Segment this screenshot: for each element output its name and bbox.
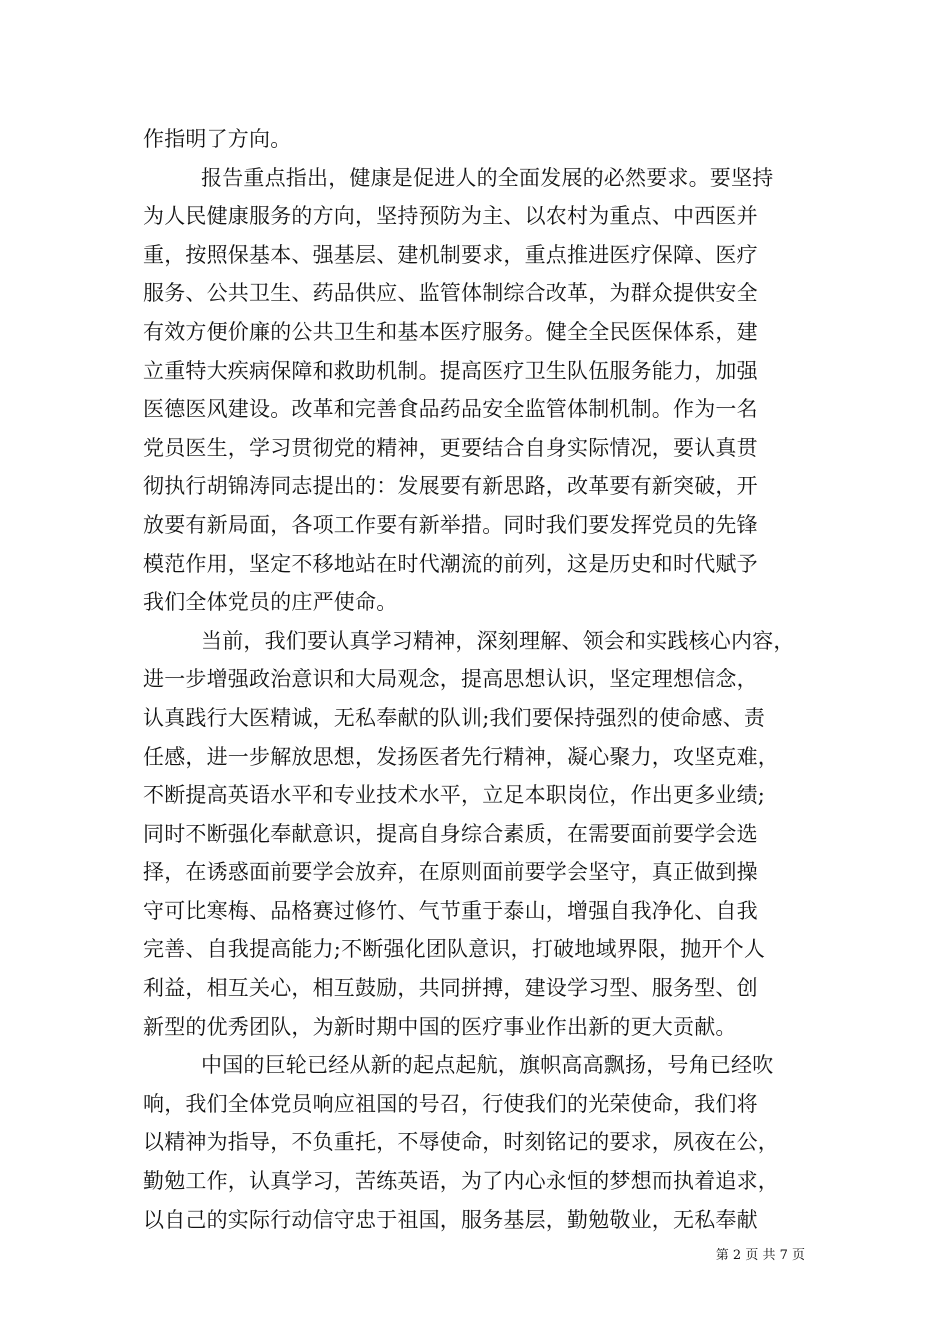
text-line: 以自己的实际行动信守忠于祖国，服务基层，勤勉敬业，无私奉献 <box>143 1207 758 1232</box>
text-line: 守可比寒梅、品格赛过修竹、气节重于泰山，增强自我净化、自我 <box>143 898 758 923</box>
paragraph-first-line: 报告重点指出，健康是促进人的全面发展的必然要求。要坚持 <box>201 165 774 190</box>
paragraph-first-line: 当前，我们要认真学习精神，深刻理解、领会和实践核心内容， <box>201 628 795 653</box>
text-line: 彻执行胡锦涛同志提出的：发展要有新思路，改革要有新突破，开 <box>143 474 758 499</box>
text-line: 进一步增强政治意识和大局观念，提高思想认识，坚定理想信念， <box>143 667 758 692</box>
text-line: 响，我们全体党员响应祖国的号召，行使我们的光荣使命，我们将 <box>143 1091 758 1116</box>
text-line: 医德医风建设。改革和完善食品药品安全监管体制机制。作为一名 <box>143 397 758 422</box>
text-line: 重，按照保基本、强基层、建机制要求，重点推进医疗保障、医疗 <box>143 242 758 267</box>
text-line: 服务、公共卫生、药品供应、监管体制综合改革，为群众提供安全 <box>143 281 758 306</box>
text-line: 勤勉工作，认真学习，苦练英语，为了内心永恒的梦想而执着追求， <box>143 1169 779 1194</box>
text-line: 为人民健康服务的方向，坚持预防为主、以农村为重点、中西医并 <box>143 204 758 229</box>
text-line: 立重特大疾病保障和救助机制。提高医疗卫生队伍服务能力，加强 <box>143 358 758 383</box>
text-line: 任感，进一步解放思想，发扬医者先行精神，凝心聚力，攻坚克难， <box>143 744 779 769</box>
text-line: 认真践行大医精诚，无私奉献的队训;我们要保持强烈的使命感、责 <box>143 705 766 730</box>
text-line: 以精神为指导，不负重托，不辱使命，时刻铭记的要求，夙夜在公， <box>143 1130 779 1155</box>
text-line: 利益，相互关心，相互鼓励，共同拼搏，建设学习型、服务型、创 <box>143 976 758 1001</box>
text-line: 不断提高英语水平和专业技术水平，立足本职岗位，作出更多业绩; <box>143 783 766 808</box>
text-line: 有效方便价廉的公共卫生和基本医疗服务。健全全民医保体系，建 <box>143 319 758 344</box>
text-line: 放要有新局面，各项工作要有新举措。同时我们要发挥党员的先锋 <box>143 512 758 537</box>
text-line: 完善、自我提高能力;不断强化团队意识，打破地域界限，抛开个人 <box>143 937 766 962</box>
text-line: 我们全体党员的庄严使命。 <box>143 590 398 615</box>
text-line: 模范作用，坚定不移地站在时代潮流的前列，这是历史和时代赋予 <box>143 551 758 576</box>
text-line: 党员医生，学习贯彻党的精神，更要结合自身实际情况，要认真贯 <box>143 435 758 460</box>
text-line: 新型的优秀团队，为新时期中国的医疗事业作出新的更大贡献。 <box>143 1014 737 1039</box>
document-body <box>143 120 813 1239</box>
text-line: 择，在诱惑面前要学会放弃，在原则面前要学会坚守，真正做到操 <box>143 860 758 885</box>
text-line: 作指明了方向。 <box>143 127 292 151</box>
page-number: 第 2 页 共 7 页 <box>715 1248 805 1263</box>
paragraph-first-line: 中国的巨轮已经从新的起点起航，旗帜高高飘扬，号角已经吹 <box>201 1053 774 1078</box>
text-line: 同时不断强化奉献意识，提高自身综合素质，在需要面前要学会选 <box>143 821 758 846</box>
